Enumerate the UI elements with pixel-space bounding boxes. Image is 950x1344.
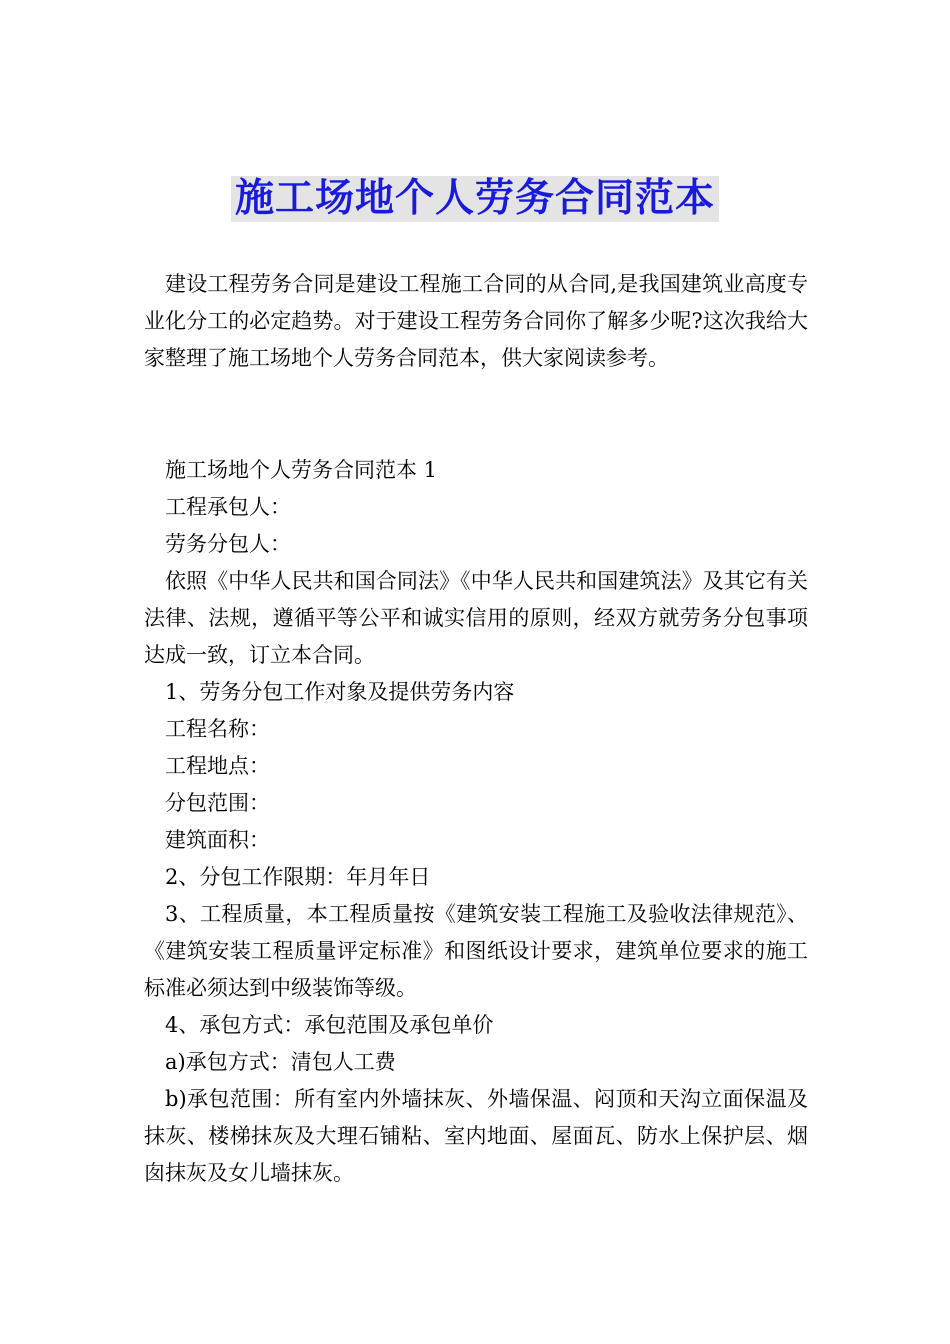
project-location-line: 工程地点：: [165, 754, 270, 778]
clause-3: 3、工程质量，本工程质量按《建筑安装工程施工及验收法律规范》、《建筑安装工程质量评定标准》和图纸设计要求，建筑单位要求的施工标准必须达到中级装饰等级。: [144, 902, 808, 1000]
section-heading: 施工场地个人劳务合同范本 1: [165, 458, 438, 482]
clause-1: 1、劳务分包工作对象及提供劳务内容: [165, 680, 515, 704]
scope-line: 分包范围：: [165, 791, 270, 815]
clause-4b: b)承包范围：所有室内外墙抹灰、外墙保温、闷顶和天沟立面保温及抹灰、楼梯抹灰及大理石铺粘、室内地面、屋面瓦、防水上保护层、烟囱抹灰及女儿墙抹灰。: [144, 1087, 808, 1185]
preamble-paragraph: 依照《中华人民共和国合同法》《中华人民共和国建筑法》及其它有关法律、法规，遵循平等公平和诚实信用的原则，经双方就劳务分包事项达成一致，订立本合同。: [144, 569, 808, 667]
document-body: [144, 266, 808, 1192]
intro-paragraph: 建设工程劳务合同是建设工程施工合同的从合同,是我国建筑业高度专业化分工的必定趋势。对于建设工程劳务合同你了解多少呢?这次我给大家整理了施工场地个人劳务合同范本，供大家阅读参考。: [144, 272, 808, 370]
document-title: 施工场地个人劳务合同范本: [231, 176, 719, 222]
contractor-line: 工程承包人：: [165, 495, 291, 519]
clause-4: 4、承包方式：承包范围及承包单价: [165, 1013, 494, 1037]
clause-4a: a)承包方式：清包人工费: [165, 1050, 396, 1074]
clause-2: 2、分包工作限期：年月年日: [165, 865, 431, 889]
section-gap: [144, 377, 808, 452]
project-name-line: 工程名称：: [165, 717, 270, 741]
subcontractor-line: 劳务分包人：: [165, 532, 291, 556]
area-line: 建筑面积：: [165, 828, 270, 852]
title-container: [0, 176, 950, 222]
